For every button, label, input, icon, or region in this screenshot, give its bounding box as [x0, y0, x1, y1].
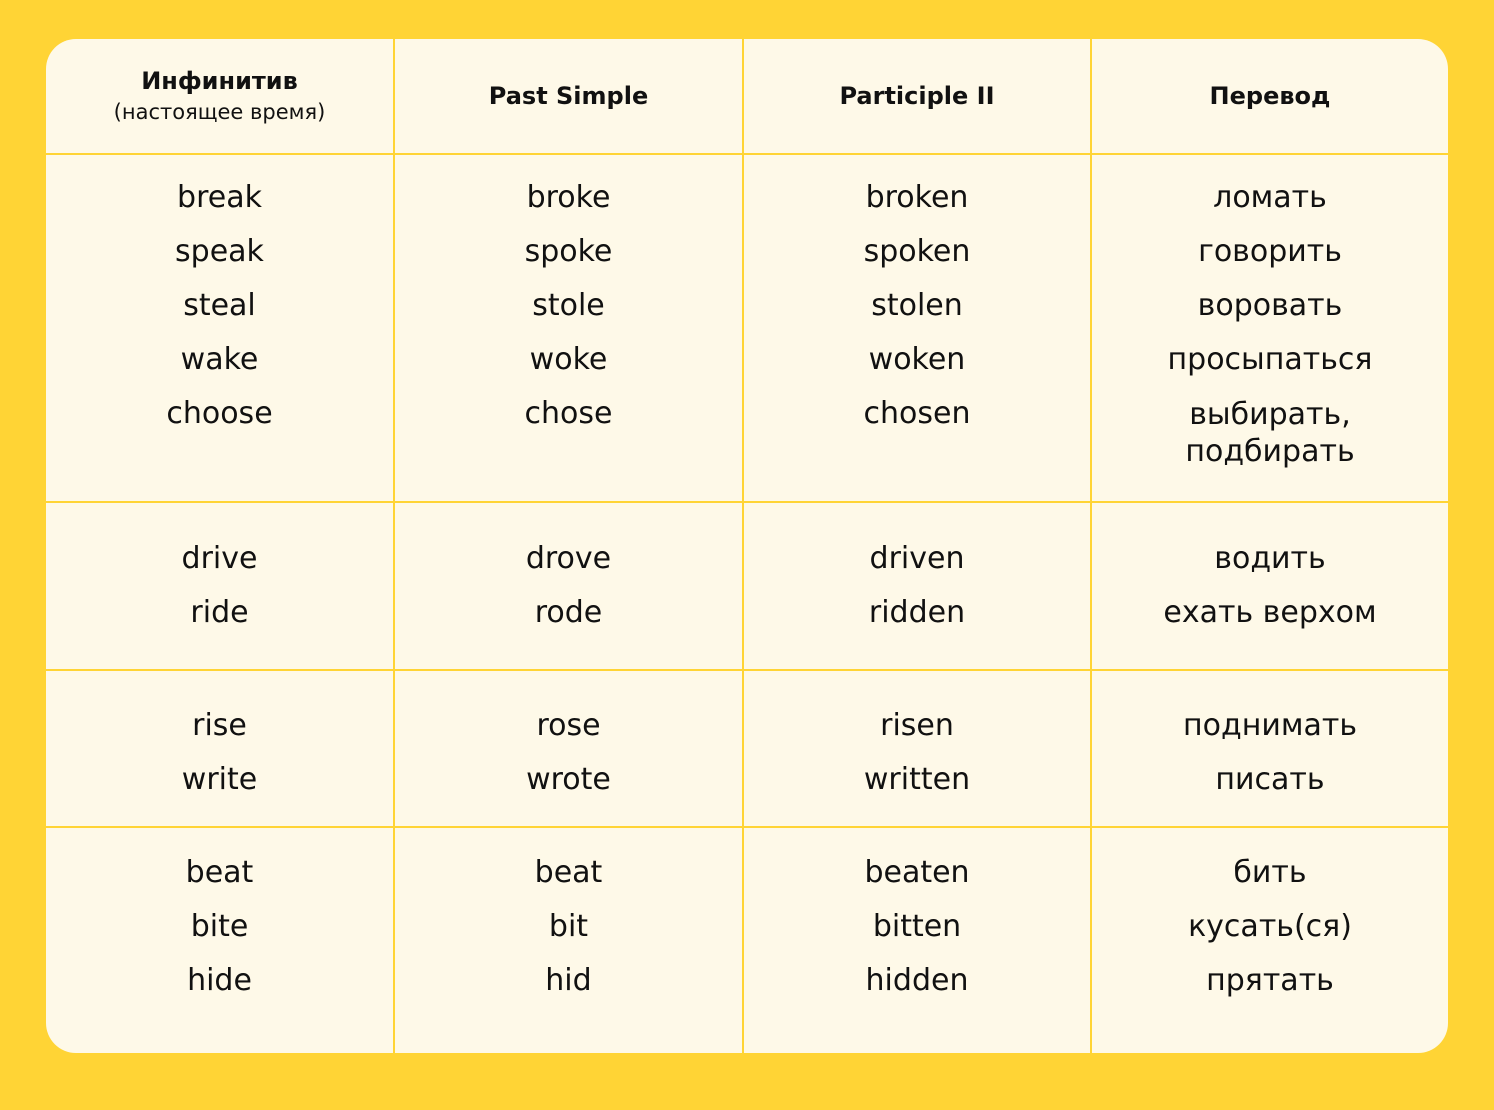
table-cell: spoken: [863, 234, 971, 269]
table-cell: woken: [868, 342, 966, 377]
table-cell: spoke: [524, 234, 613, 269]
header-participle-title: Participle II: [839, 82, 995, 110]
table-cell: wrote: [526, 762, 611, 797]
table-cell: водить: [1214, 541, 1326, 576]
table-cell: подбирать: [1185, 434, 1355, 469]
table-cell: hid: [545, 963, 592, 998]
table-cell: просыпаться: [1167, 342, 1373, 377]
group-1-infinitive: [46, 171, 393, 441]
group-3-participle: [744, 699, 1090, 807]
table-cell: rode: [534, 595, 603, 630]
table-cell: speak: [175, 234, 264, 269]
table-cell: wake: [180, 342, 259, 377]
table-cell: drove: [525, 541, 612, 576]
table-cell: поднимать: [1183, 708, 1357, 743]
table-cell: ехать верхом: [1163, 595, 1377, 630]
table-cell: писать: [1215, 762, 1325, 797]
table-cell: bite: [190, 909, 249, 944]
table-cell: ломать: [1213, 180, 1327, 215]
table-cell: choose: [166, 396, 273, 431]
table-cell: driven: [869, 541, 965, 576]
group-2-translation: [1092, 532, 1448, 640]
group-4-participle: [744, 846, 1090, 1008]
table-cell: говорить: [1198, 234, 1342, 269]
row-divider: [46, 826, 1448, 828]
group-4-translation: [1092, 846, 1448, 1008]
table-cell: прятать: [1206, 963, 1334, 998]
table-cell: bit: [548, 909, 589, 944]
row-divider: [46, 669, 1448, 671]
group-2-past: [395, 532, 742, 640]
group-2-infinitive: [46, 532, 393, 640]
group-1-past: [395, 171, 742, 441]
row-divider: [46, 501, 1448, 503]
header-past-simple: [395, 39, 742, 153]
table-cell: rise: [192, 708, 247, 743]
group-4-past: [395, 846, 742, 1008]
table-cell: hide: [187, 963, 252, 998]
header-past-simple-title: Past Simple: [488, 82, 649, 110]
table-cell: stolen: [871, 288, 963, 323]
table-cell: beat: [185, 855, 254, 890]
header-infinitive-subtitle: (настоящее время): [113, 100, 326, 124]
table-cell: broke: [526, 180, 611, 215]
group-1-translation: [1092, 171, 1448, 470]
header-participle: [744, 39, 1090, 153]
group-3-past: [395, 699, 742, 807]
group-3-translation: [1092, 699, 1448, 807]
table-cell: drive: [181, 541, 258, 576]
table-cell: hidden: [865, 963, 969, 998]
header-infinitive-title: Инфинитив: [141, 67, 298, 95]
row-divider: [46, 153, 1448, 155]
table-cell: risen: [880, 708, 954, 743]
header-infinitive: [46, 39, 393, 153]
table-cell: выбирать,: [1189, 397, 1351, 432]
table-cell: broken: [865, 180, 969, 215]
group-1-participle: [744, 171, 1090, 441]
table-cell: woke: [529, 342, 608, 377]
group-4-infinitive: [46, 846, 393, 1008]
table-cell: ridden: [868, 595, 966, 630]
header-translation-title: Перевод: [1209, 82, 1331, 110]
table-cell: бить: [1233, 855, 1307, 890]
table-cell: written: [863, 762, 971, 797]
table-cell: stole: [532, 288, 605, 323]
group-2-participle: [744, 532, 1090, 640]
table-cell: rose: [536, 708, 601, 743]
table-cell: bitten: [872, 909, 962, 944]
header-translation: [1092, 39, 1448, 153]
table-cell: воровать: [1197, 288, 1343, 323]
table-cell: ride: [190, 595, 249, 630]
table-cell: break: [177, 180, 262, 215]
table-cell: write: [181, 762, 258, 797]
table-cell: beat: [534, 855, 603, 890]
table-cell: chose: [524, 396, 613, 431]
table-cell: steal: [183, 288, 256, 323]
table-cell: beaten: [864, 855, 970, 890]
table-cell: кусать(ся): [1188, 909, 1352, 944]
verb-table-card: [46, 39, 1448, 1053]
group-3-infinitive: [46, 699, 393, 807]
table-cell: chosen: [863, 396, 971, 431]
